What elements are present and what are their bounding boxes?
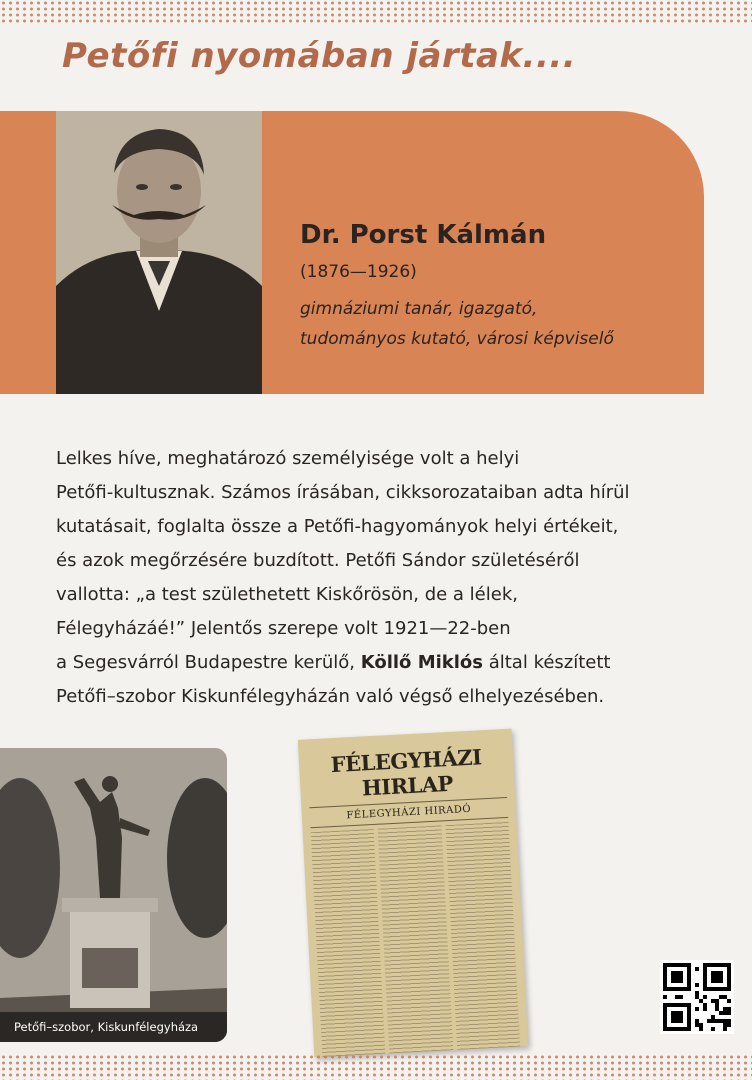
sculptor-name: Köllő Miklós (360, 652, 483, 673)
biography-text (56, 442, 696, 714)
bottom-dot-border (0, 1054, 752, 1080)
newspaper-columns (311, 822, 521, 1057)
newspaper-subtitle: FÉLEGYHÁZI HIRADÓ (346, 803, 472, 822)
biography-line: vallotta: „a test születhetett Kiskőrösön, de a lélek, (56, 584, 518, 605)
qr-code[interactable] (660, 960, 734, 1034)
biography-line: és azok megőrzésére buzdított. Petőfi Sándor születéséről (56, 550, 580, 571)
newspaper-clipping (298, 729, 528, 1058)
newspaper-column (311, 829, 387, 1057)
biography-line: kutatásait, foglalta össze a Petőfi-hagyományok helyi értékeit, (56, 516, 619, 537)
statue-illustration (0, 748, 227, 1042)
person-years: (1876—1926) (300, 262, 417, 282)
top-dot-border (0, 0, 752, 24)
newspaper-column (378, 825, 454, 1057)
biography-segment: által készített (483, 652, 611, 673)
person-name: Dr. Porst Kálmán (300, 220, 547, 250)
person-role-line: gimnáziumi tanár, igazgató, (300, 299, 538, 319)
person-role-line: tudományos kutató, városi képviselő (300, 329, 614, 349)
page-title: Petőfi nyomában jártak.... (62, 36, 577, 76)
biography-line (56, 646, 696, 680)
biography-line: Lelkes híve, meghatározó személyisége volt a helyi (56, 448, 520, 469)
biography-segment: a Segesvárról Budapestre kerülő, (56, 652, 361, 673)
biography-line: Félegyházáé!” Jelentős szerepe volt 1921—22-ben (56, 618, 511, 639)
biography-line: Petőfi–szobor Kiskunfélegyházán való végső elhelyezésében. (56, 686, 605, 707)
biography-line: Petőfi-kultusznak. Számos írásában, cikksorozataiban adta hírül (56, 482, 630, 503)
statue-photo (0, 748, 227, 1042)
portrait-photo (56, 111, 262, 394)
newspaper-column (445, 822, 521, 1057)
person-role (300, 294, 614, 354)
portrait-illustration (56, 111, 262, 394)
statue-caption: Petőfi–szobor, Kiskunfélegyháza (0, 1012, 227, 1042)
newspaper-masthead: FÉLEGYHÁZI HIRLAP (330, 744, 483, 801)
qr-code-icon (663, 963, 731, 1031)
